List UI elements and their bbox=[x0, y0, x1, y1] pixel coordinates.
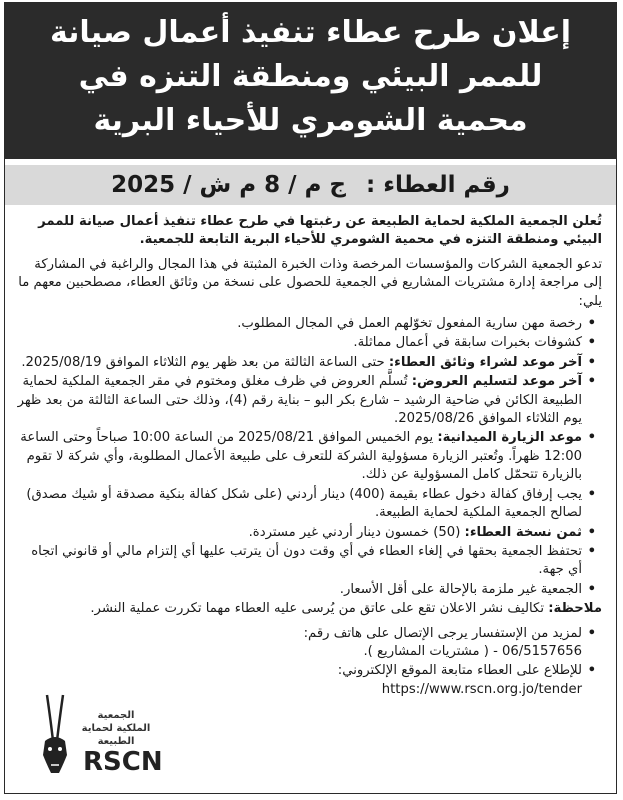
title-line-1: إعلان طرح عطاء تنفيذ أعمال صيانة bbox=[49, 15, 572, 50]
tender-number-value: ج م / 8 م ش / 2025 bbox=[111, 172, 347, 198]
contact-web: • للإطلاع على العطاء متابعة الموقع الإلكتروني: https://www.rscn.org.jo/tender bbox=[252, 662, 582, 699]
list-item: • موعد الزيارة الميدانية: يوم الخميس الموافق 2025/08/21 من الساعة 10:00 صباحاً وحتى الساعة 12:00 ظهراً. وتُعتبر الزيارة مسؤولية الشركة للتعرف على طبيعة الأعمال المطلوبة، وأي شركة لا تقوم بالزيارة تتحمّل كامل المسؤولية عن ذلك. bbox=[17, 429, 582, 484]
invitation-paragraph: تدعو الجمعية الشركات والمؤسسات المرخصة وذات الخبرة المثبتة في هذا المجال والراغبة في المشاركة إلى مراجعة إدارة مشتريات المشاريع في الجمعية للحصول على نسخة من وثائق العطاء، مصطحبين معهم ما يلي: bbox=[18, 256, 602, 309]
tender-number-bar bbox=[5, 165, 616, 205]
title-line-2: للممر البيئي ومنطقة التنزه في bbox=[78, 59, 543, 94]
contact-list bbox=[252, 625, 602, 700]
note-label: ملاحظة: bbox=[548, 601, 602, 617]
list-item: • ثمن نسخة العطاء: (50) خمسون دينار أردني غير مستردة. bbox=[17, 524, 582, 542]
title-line-3: محمية الشومري للأحياء البرية bbox=[93, 103, 528, 138]
announcement-header bbox=[5, 3, 616, 159]
logo-abbreviation: RSCN bbox=[83, 747, 163, 777]
tender-url-link[interactable]: https://www.rscn.org.jo/tender bbox=[381, 681, 582, 697]
list-item: • كشوفات بخبرات سابقة في أعمال مماثلة. bbox=[17, 334, 582, 352]
list-item: • تحتفظ الجمعية بحقها في إلغاء العطاء في أي وقت دون أن يترتب عليها أي إلتزام مالي أو قانوني اتجاه أي جهة. bbox=[17, 543, 582, 580]
rscn-logo bbox=[21, 691, 163, 781]
list-item: • آخر موعد لشراء وثائق العطاء: حتى الساعة الثالثة من بعد ظهر يوم الثلاثاء الموافق 2025/08/19. bbox=[17, 354, 582, 372]
list-item: • يجب إرفاق كفالة دخول عطاء بقيمة (400) دينار أردني (على شكل كفالة بنكية مصدقة أو شيك مصدق) لصالح الجمعية الملكية لحماية الطبيعة. bbox=[17, 486, 582, 523]
tender-advertisement bbox=[4, 2, 617, 794]
list-item: • آخر موعد لتسليم العروض: تُسلَّم العروض في ظرف مغلق ومختوم في مقر الجمعية الملكية لحماية الطبيعة الكائن في ضاحية الرشيد – شارع بكر البو – بناية رقم (4)، وذلك حتى الساعة الثالثة من بعد ظهر يوم الثلاثاء الموافق 2025/08/26. bbox=[17, 373, 582, 428]
list-item: • الجمعية غير ملزمة بالإحالة على أقل الأسعار. bbox=[17, 581, 582, 599]
requirements-list bbox=[17, 315, 602, 599]
list-item: • رخصة مهن سارية المفعول تخوّلهم العمل في المجال المطلوب. bbox=[17, 315, 582, 333]
logo-arabic-name: الجمعية الملكية لحماية الطبيعة bbox=[81, 710, 151, 747]
note-text: تكاليف نشر الاعلان تقع على عاتق من يُرسى عليه العطاء مهما تكررت عملية النشر. bbox=[90, 601, 549, 617]
contact-phone: • لمزيد من الإستفسار يرجى الإتصال على هاتف رقم: 06/5157656 - ( مشتريات المشاريع ). bbox=[252, 625, 582, 662]
note-paragraph bbox=[17, 600, 602, 618]
announcement-body bbox=[17, 213, 602, 700]
intro-paragraph: تُعلن الجمعية الملكية لحماية الطبيعة عن رغبتها في طرح عطاء تنفيذ أعمال صيانة للممر البيئي ومنطقة التنزه في محمية الشومري للأحياء البرية التابعة للجمعية. bbox=[38, 214, 602, 248]
tender-number-label: رقم العطاء : bbox=[366, 172, 510, 198]
oryx-icon bbox=[29, 693, 81, 779]
